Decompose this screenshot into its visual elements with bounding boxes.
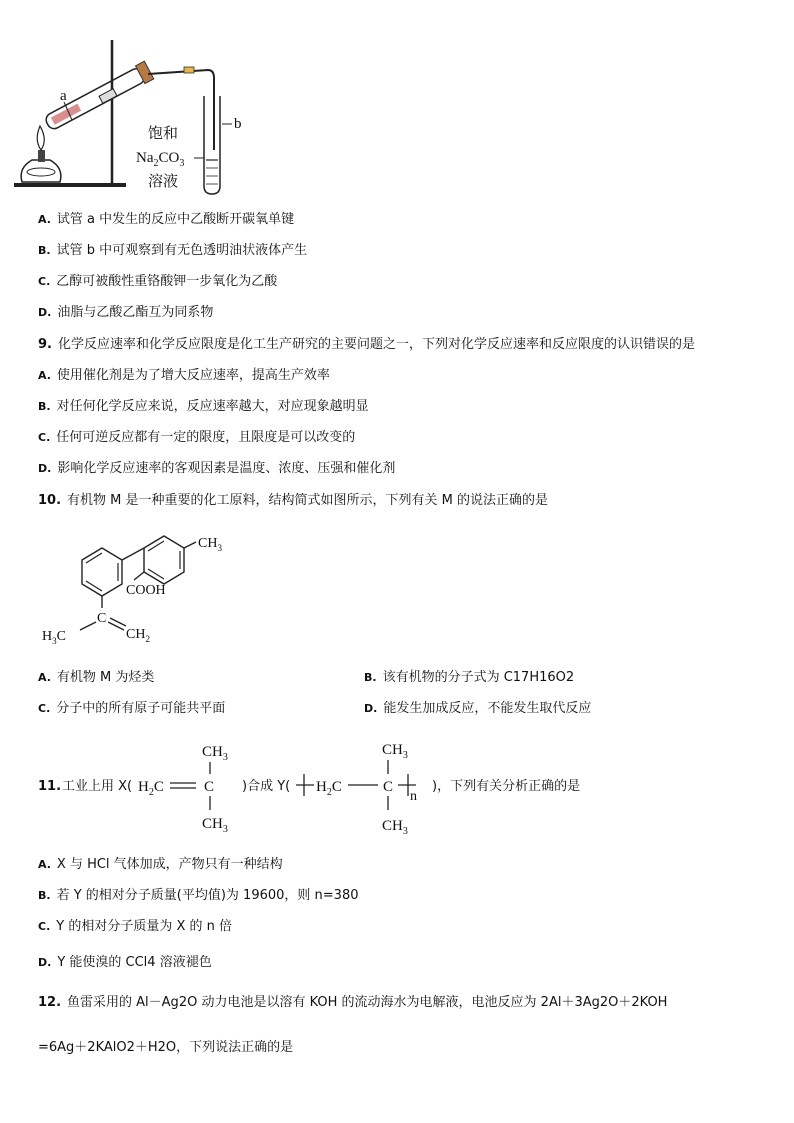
q11-y-h2c: $H_2C$: [316, 779, 342, 798]
q11-x-c: C: [204, 779, 215, 795]
q10-option-c: C. 分子中的所有原子可能共平面: [38, 701, 226, 716]
reagent-line3: 溶液: [148, 172, 179, 190]
q10-structure: [30, 520, 230, 650]
reagent-formula: $Na_2CO_3$: [136, 150, 185, 169]
q9-option-c: C. 任何可逆反应都有一定的限度，且限度是可以改变的: [38, 430, 356, 445]
q11-option-c: C. Y 的相对分子质量为 X 的 n 倍: [38, 919, 233, 934]
q11-stem-part2: )合成 Y(: [242, 779, 291, 794]
q11-y-c: C: [383, 779, 394, 795]
reagent-line1: 饱和: [148, 124, 179, 142]
q9-option-a: A. 使用催化剂是为了增大反应速率，提高生产效率: [38, 368, 330, 383]
q11-option-a: A. X 与 HCl 气体加成，产物只有一种结构: [38, 857, 283, 872]
q12-stem-line2: =6Ag＋2KAlO2＋H2O，下列说法正确的是: [38, 1040, 294, 1055]
q11-x-structure: [126, 738, 246, 838]
q10-cooh-label: COOH: [126, 583, 166, 598]
label-a: a: [60, 88, 67, 104]
q11-y-n: n: [410, 789, 417, 804]
q10-stem: 10. 有机物 M 是一种重要的化工原料，结构简式如图所示，下列有关 M 的说法正确的是: [38, 493, 548, 508]
q11-y-ch3-bottom: $CH_3$: [382, 818, 408, 837]
q9-option-d: D. 影响化学反应速率的客观因素是温度、浓度、压强和催化剂: [38, 461, 396, 476]
q10-option-a: A. 有机物 M 为烃类: [38, 670, 155, 685]
q10-option-d: D. 能发生加成反应，不能发生取代反应: [364, 701, 592, 716]
q11-stem-part3: )，下列有关分析正确的是: [432, 779, 581, 794]
q8-option-d: D. 油脂与乙酸乙酯互为同系物: [38, 305, 214, 320]
q12-stem-line1: 12. 鱼雷采用的 Al－Ag2O 动力电池是以溶有 KOH 的流动海水为电解液，电池反应为 2Al＋3Ag2O＋2KOH: [38, 995, 668, 1010]
q11-stem-part1: 工业上用 X(: [62, 779, 133, 794]
q11-x-h2c: $H_2C$: [138, 779, 164, 798]
q8-option-c: C. 乙醇可被酸性重铬酸钾一步氧化为乙酸: [38, 274, 278, 289]
q11-y-ch3-top: $CH_3$: [382, 742, 408, 761]
label-b: b: [234, 116, 242, 132]
q10-h3c-label: $H_3C$: [42, 629, 66, 646]
q11-option-d: D. Y 能使溴的 CCl4 溶液褪色: [38, 955, 212, 970]
esterification-apparatus: [0, 0, 260, 200]
q10-c-label: C: [97, 611, 107, 626]
q9-option-b: B. 对任何化学反应来说，反应速率越大，对应现象越明显: [38, 399, 369, 414]
q11-y-structure: [290, 736, 440, 836]
q11-x-ch3-top: $CH_3$: [202, 744, 228, 763]
q10-option-b: B. 该有机物的分子式为 C17H16O2: [364, 670, 575, 685]
q11-number: 11.: [38, 779, 62, 794]
q11-x-ch3-bottom: $CH_3$: [202, 816, 228, 835]
q10-ch3-label: $CH_3$: [198, 536, 222, 553]
q9-stem: 9. 化学反应速率和化学反应限度是化工生产研究的主要问题之一，下列对化学反应速率和反应限度的认识错误的是: [38, 337, 695, 352]
q11-option-b: B. 若 Y 的相对分子质量(平均值)为 19600，则 n=380: [38, 888, 359, 903]
q10-ch2-label: $CH_2$: [126, 627, 150, 644]
q8-option-a: A. 试管 a 中发生的反应中乙酸断开碳氧单键: [38, 212, 295, 227]
q8-option-b: B. 试管 b 中可观察到有无色透明油状液体产生: [38, 243, 308, 258]
